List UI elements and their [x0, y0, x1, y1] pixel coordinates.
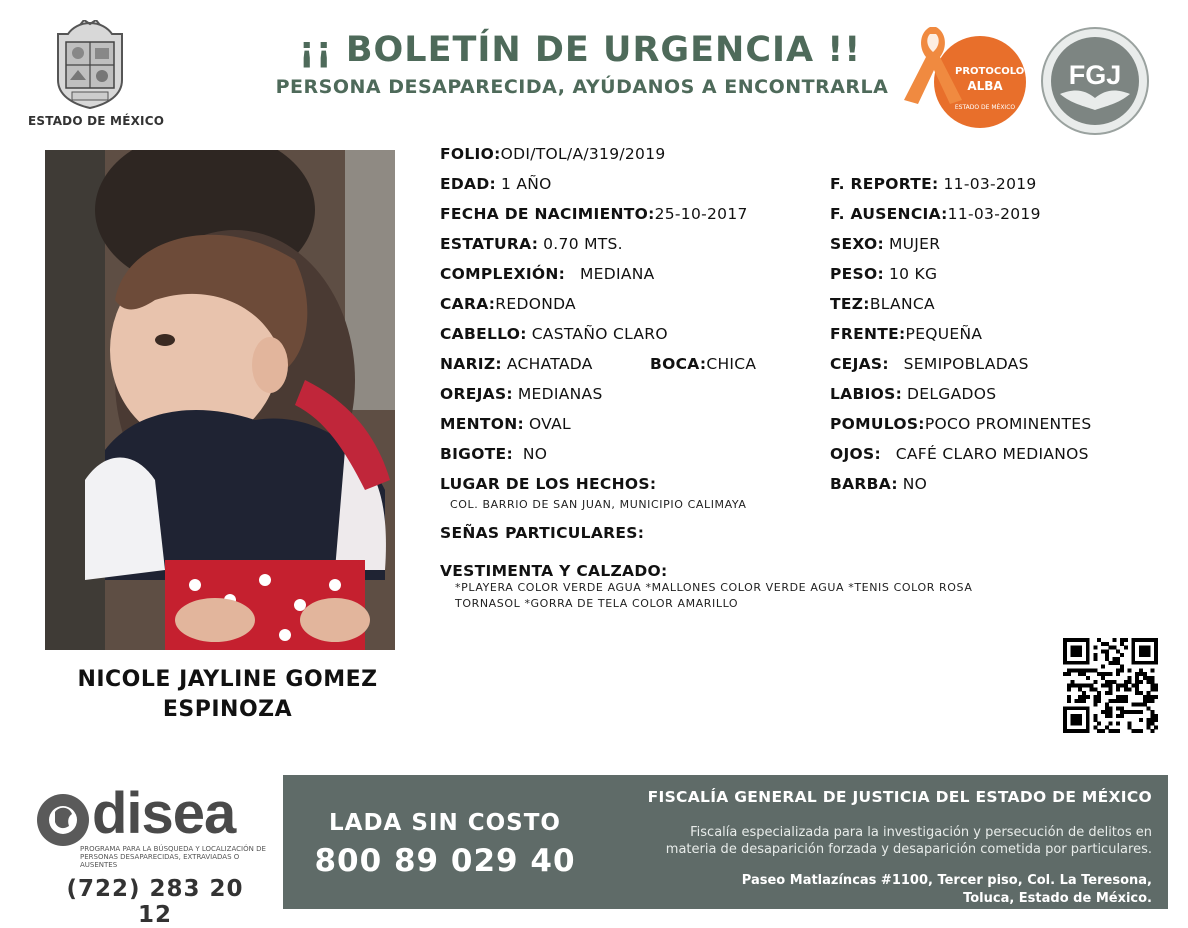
nariz-value: ACHATADA	[506, 355, 593, 373]
frente-value: PEQUEÑA	[905, 325, 983, 343]
orejas-value: MEDIANAS	[517, 385, 603, 403]
address-line-2: Toluca, Estado de México.	[963, 891, 1152, 906]
estatura-value: 0.70 MTS.	[543, 235, 623, 253]
ausencia-row	[830, 205, 1041, 223]
pomulos-value: POCO PROMINENTES	[924, 415, 1092, 433]
odisea-program-text: PROGRAMA PARA LA BÚSQUEDA Y LOCALIZACIÓN DE PERSONAS DESAPARECIDAS, EXTRAVIADAS O AUSENTES	[80, 845, 266, 869]
alba-state-label: ESTADO DE MÉXICO	[954, 104, 1016, 111]
pomulos-row	[830, 415, 1091, 433]
fgj-logo-text: FGJ	[1068, 60, 1122, 90]
menton-value: OVAL	[528, 415, 571, 433]
reporte-label: F. REPORTE:	[830, 175, 939, 193]
cejas-row	[830, 355, 1029, 373]
sexo-row	[830, 235, 940, 253]
ausencia-value: 11-03-2019	[947, 205, 1041, 223]
address-line-1: Paseo Matlazíncas #1100, Tercer piso, Col. La Teresona,	[741, 873, 1152, 888]
estatura-label: ESTATURA:	[440, 235, 539, 253]
fiscalia-description-line-2: materia de desaparición forzada y desaparición cometida por particulares.	[665, 842, 1152, 857]
cabello-label: CABELLO:	[440, 325, 527, 343]
nariz-label: NARIZ:	[440, 355, 502, 373]
contact-phone[interactable]: (722) 283 20 12	[66, 876, 244, 928]
protocolo-alba-logo	[900, 22, 1030, 132]
cara-value: REDONDA	[495, 295, 576, 313]
labios-value: DELGADOS	[907, 385, 997, 403]
peso-row	[830, 265, 937, 283]
bigote-label: BIGOTE:	[440, 445, 513, 463]
ausencia-label: F. AUSENCIA:	[830, 205, 948, 223]
cara-row	[440, 295, 576, 313]
tez-value: BLANCA	[869, 295, 935, 313]
nacimiento-label: FECHA DE NACIMIENTO:	[440, 205, 655, 223]
vestimenta-line-2: TORNASOL *GORRA DE TELA COLOR AMARILLO	[455, 597, 739, 610]
cabello-row	[440, 325, 668, 343]
labios-label: LABIOS:	[830, 385, 903, 403]
vestimenta-label: VESTIMENTA Y CALZADO:	[440, 562, 668, 580]
pomulos-label: POMULOS:	[830, 415, 925, 433]
complexion-label: COMPLEXIÓN:	[440, 265, 566, 283]
tez-label: TEZ:	[830, 295, 870, 313]
barba-row	[830, 475, 927, 493]
fiscalia-description-line-1: Fiscalía especializada para la investigación y persecución de delitos en	[690, 825, 1152, 840]
qr-code-icon[interactable]	[1063, 638, 1158, 733]
lugar-row	[440, 475, 656, 493]
complexion-value: MEDIANA	[579, 265, 655, 283]
state-label: ESTADO DE MÉXICO	[28, 114, 165, 128]
lugar-label: LUGAR DE LOS HECHOS:	[440, 475, 657, 493]
odisea-wordmark: disea	[92, 781, 236, 846]
missing-person-name: NICOLE JAYLINE GOMEZ ESPINOZA	[77, 667, 378, 722]
bulletin-subtitle: PERSONA DESAPARECIDA, AYÚDANOS A ENCONTRARLA	[275, 76, 889, 98]
edad-label: EDAD:	[440, 175, 497, 193]
peso-label: PESO:	[830, 265, 884, 283]
cabello-value: CASTAÑO CLARO	[531, 325, 668, 343]
bigote-value: NO	[522, 445, 548, 463]
ojos-value: CAFÉ CLARO MEDIANOS	[895, 445, 1089, 463]
senas-label: SEÑAS PARTICULARES:	[440, 524, 645, 542]
edad-value: 1 AÑO	[500, 175, 552, 193]
senas-row	[440, 524, 644, 542]
missing-person-photo	[45, 150, 395, 650]
folio-row	[440, 145, 666, 163]
estatura-row	[440, 235, 623, 253]
fiscalia-description	[600, 824, 1152, 858]
folio-label: FOLIO:	[440, 145, 501, 163]
nacimiento-value: 25-10-2017	[654, 205, 748, 223]
alba-label: ALBA	[967, 79, 1003, 93]
ojos-row	[830, 445, 1089, 463]
menton-label: MENTON:	[440, 415, 525, 433]
fiscalia-address	[600, 872, 1152, 908]
cejas-value: SEMIPOBLADAS	[903, 355, 1029, 373]
ojos-label: OJOS:	[830, 445, 881, 463]
reporte-value: 11-03-2019	[943, 175, 1037, 193]
boca-row	[650, 355, 756, 373]
nariz-row	[440, 355, 593, 373]
toll-free-label: LADA SIN COSTO	[329, 810, 561, 836]
bigote-row	[440, 445, 547, 463]
sexo-label: SEXO:	[830, 235, 885, 253]
fiscalia-title: FISCALÍA GENERAL DE JUSTICIA DEL ESTADO DE MÉXICO	[647, 788, 1152, 806]
complexion-row	[440, 265, 655, 283]
frente-label: FRENTE:	[830, 325, 906, 343]
sexo-value: MUJER	[888, 235, 941, 253]
toll-free-number[interactable]: 800 89 029 40	[314, 843, 576, 879]
orejas-row	[440, 385, 603, 403]
menton-row	[440, 415, 571, 433]
orejas-label: OREJAS:	[440, 385, 513, 403]
peso-value: 10 KG	[888, 265, 938, 283]
nacimiento-row	[440, 205, 748, 223]
boca-label: BOCA:	[650, 355, 707, 373]
cejas-label: CEJAS:	[830, 355, 889, 373]
alba-protocol-label: PROTOCOLO	[955, 66, 1025, 77]
frente-row	[830, 325, 982, 343]
barba-value: NO	[902, 475, 928, 493]
boca-value: CHICA	[706, 355, 757, 373]
vestimenta-line-1: *PLAYERA COLOR VERDE AGUA *MALLONES COLOR VERDE AGUA *TENIS COLOR ROSA	[455, 581, 973, 594]
edad-row	[440, 175, 552, 193]
bulletin-title: ¡¡ BOLETÍN DE URGENCIA !!	[298, 30, 862, 70]
folio-value: ODI/TOL/A/319/2019	[500, 145, 666, 163]
vestimenta-row	[440, 562, 667, 580]
cara-label: CARA:	[440, 295, 496, 313]
tez-row	[830, 295, 935, 313]
reporte-row	[830, 175, 1037, 193]
barba-label: BARBA:	[830, 475, 898, 493]
lugar-value: COL. BARRIO DE SAN JUAN, MUNICIPIO CALIMAYA	[450, 498, 747, 511]
labios-row	[830, 385, 996, 403]
estado-de-mexico-coat-of-arms-icon	[50, 20, 130, 110]
